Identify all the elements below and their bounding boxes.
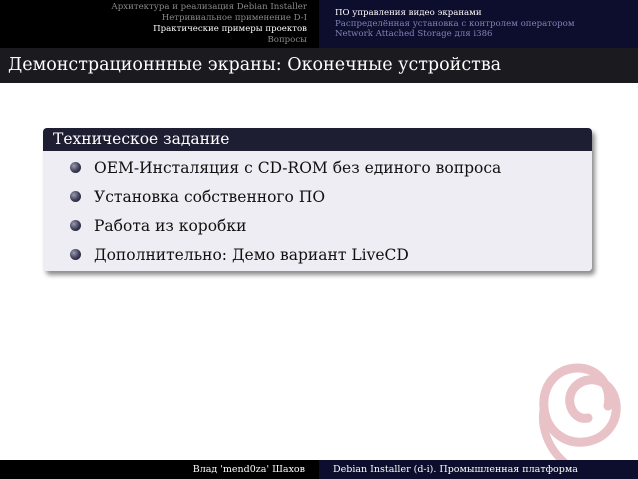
nav-section-practical-examples[interactable]: Практические примеры проектов [153, 24, 307, 34]
ball-bullet-icon [70, 249, 81, 260]
requirements-block [43, 128, 592, 271]
footer-bar [0, 460, 638, 479]
ball-bullet-icon [70, 220, 81, 231]
block-title: Техническое задание [43, 128, 592, 151]
nav-subsection-distributed-install[interactable]: Распределённая установка с контролем оператором [335, 18, 575, 29]
nav-section-nontrivial[interactable]: Нетривиальное применение D-I [161, 13, 307, 23]
frame-title: Демонстрационнные экраны: Оконечные устройства [0, 48, 638, 83]
list-item [43, 153, 592, 182]
block-body [43, 151, 592, 271]
nav-section-questions[interactable]: Вопросы [267, 35, 307, 45]
section-navigation [0, 0, 319, 48]
list-item-text: Работа из коробки [94, 216, 247, 235]
ball-bullet-icon [70, 191, 81, 202]
list-item [43, 240, 592, 269]
header-bar [0, 0, 638, 48]
list-item [43, 211, 592, 240]
footer-talk-title: Debian Installer (d-i). Промышленная платформа [319, 460, 638, 479]
debian-swirl-icon [520, 346, 638, 464]
list-item-text: OEM-Инсталяция с CD-ROM без единого вопроса [94, 158, 502, 177]
subsection-navigation [319, 0, 638, 48]
list-item-text: Установка собственного ПО [94, 187, 326, 206]
nav-subsection-nas[interactable]: Network Attached Storage для i386 [335, 29, 493, 40]
list-item-text: Дополнительно: Демо вариант LiveCD [94, 245, 409, 264]
nav-subsection-video-screens[interactable]: ПО управления видео экранами [335, 8, 482, 19]
ball-bullet-icon [70, 162, 81, 173]
footer-author: Влад 'mend0za' Шахов [0, 460, 319, 479]
nav-section-architecture[interactable]: Архитектура и реализация Debian Installer [111, 2, 307, 12]
list-item [43, 182, 592, 211]
